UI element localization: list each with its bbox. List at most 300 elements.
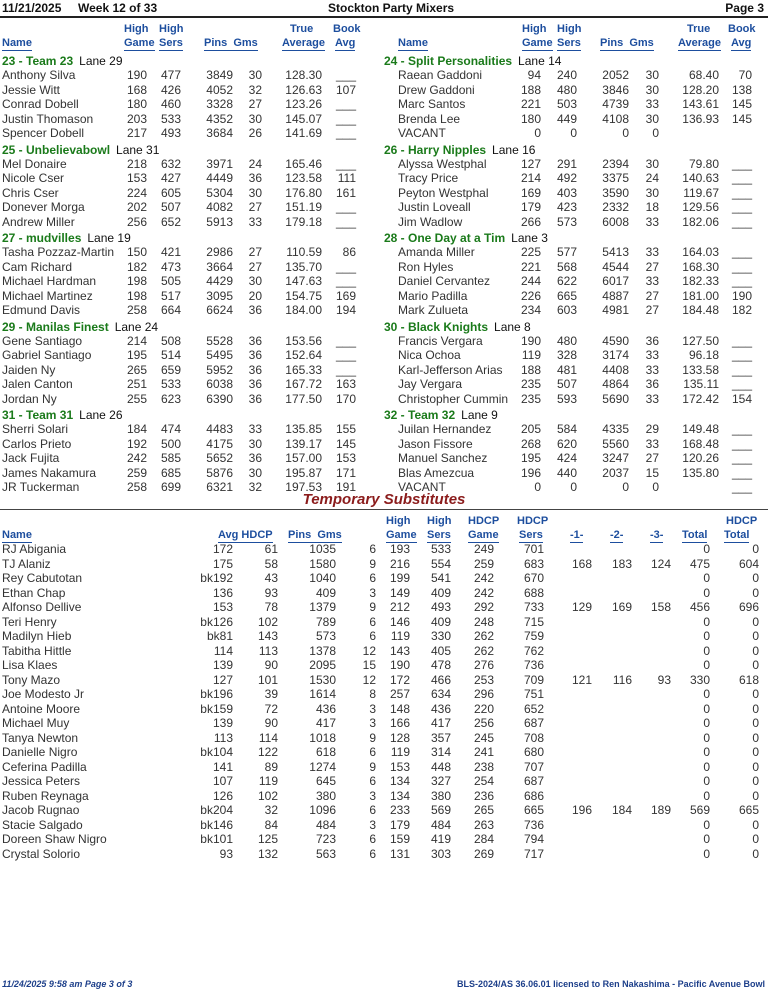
col-high-sers-1: High	[557, 23, 582, 35]
substitute-row	[0, 789, 768, 804]
high-series: 699	[160, 480, 181, 494]
substitute-row	[0, 571, 768, 586]
high-game: 169	[520, 185, 541, 200]
hdcp-total: 696	[738, 600, 759, 614]
high-game: 94	[527, 68, 541, 82]
games: 6	[369, 803, 376, 817]
games: 33	[645, 214, 659, 229]
total: 0	[703, 817, 710, 832]
book-average: 170	[335, 391, 356, 406]
pins: 3095	[206, 288, 233, 303]
player-name: Carlos Prieto	[2, 436, 72, 451]
games: 27	[248, 200, 262, 214]
games: 30	[645, 82, 659, 97]
hdcp-series: 762	[523, 643, 544, 658]
high-series: 423	[556, 200, 577, 214]
high-series: 426	[160, 82, 181, 97]
pins: 4052	[206, 82, 233, 97]
hdcp-total: 0	[752, 643, 759, 658]
true-average: 135.80	[682, 465, 719, 480]
team-lane: Lane 14	[518, 54, 562, 68]
high-series: 409	[430, 614, 451, 629]
sub-name: Tabitha Hittle	[2, 643, 72, 658]
games: 30	[248, 185, 262, 200]
pins: 3849	[206, 68, 233, 82]
handicap: 78	[264, 600, 278, 614]
book-average: ___	[731, 362, 752, 377]
hdcp-game: 276	[473, 658, 494, 672]
substitutes-table	[0, 542, 768, 861]
average: bk159	[200, 701, 233, 716]
book-average: ___	[731, 333, 752, 348]
player-row	[382, 68, 762, 83]
high-series: 478	[430, 658, 451, 672]
games: 36	[645, 333, 659, 348]
player-row	[382, 363, 762, 378]
true-average: 119.67	[683, 185, 719, 200]
high-game: 268	[520, 436, 541, 451]
player-name: Brenda Lee	[398, 111, 461, 126]
hdcp-total: 0	[752, 730, 759, 745]
pins: 5876	[206, 465, 233, 480]
high-game: 195	[520, 451, 541, 465]
high-series: 403	[556, 185, 577, 200]
games: 3	[369, 701, 376, 716]
hdcp-game: 253	[473, 672, 494, 687]
true-average: 165.46	[285, 156, 322, 171]
pins: 3971	[206, 156, 233, 171]
games: 30	[248, 68, 262, 82]
team-header	[0, 229, 380, 245]
team-lane: Lane 8	[494, 319, 531, 334]
games: 6	[369, 571, 376, 585]
high-series: 603	[556, 303, 577, 317]
pins: 4175	[206, 436, 233, 451]
pins: 3684	[206, 126, 233, 140]
true-average: 152.64	[285, 348, 322, 362]
high-series: 507	[556, 377, 577, 391]
pins: 4864	[602, 377, 629, 391]
games: 30	[248, 111, 262, 126]
hdcp-total: 0	[752, 658, 759, 672]
player-name: Mario Padilla	[398, 288, 468, 303]
header-divider	[0, 16, 768, 18]
sub-name: Ethan Chap	[2, 585, 66, 600]
games: 3	[369, 817, 376, 832]
team-title: 32 - Team 32	[384, 408, 456, 422]
substitute-row	[0, 702, 768, 717]
book-average: 155	[335, 422, 356, 436]
pins: 645	[315, 774, 336, 788]
hdcp-game: 242	[473, 585, 494, 600]
high-series: 436	[430, 701, 451, 716]
true-average: 123.58	[285, 171, 322, 185]
total: 456	[689, 600, 710, 614]
book-average: ___	[731, 185, 752, 200]
player-row	[382, 334, 762, 349]
high-series: 634	[430, 687, 451, 701]
true-average: 135.11	[683, 377, 719, 391]
total: 0	[703, 658, 710, 672]
player-name: Donever Morga	[2, 200, 85, 214]
player-name: Jalen Canton	[2, 377, 73, 391]
high-game: 180	[520, 111, 541, 126]
high-game: 251	[126, 377, 147, 391]
games: 6	[369, 614, 376, 629]
hdcp-game: 241	[473, 745, 494, 759]
game-2: 169	[611, 600, 632, 614]
high-game: 224	[126, 185, 147, 200]
player-row	[0, 451, 380, 466]
handicap: 132	[257, 846, 278, 861]
high-series: 514	[160, 348, 181, 362]
pins: 380	[315, 788, 336, 803]
pins: 0	[622, 480, 629, 494]
high-game: 127	[520, 156, 541, 171]
pins: 6390	[206, 391, 233, 406]
pins: 4408	[602, 362, 629, 377]
handicap: 119	[258, 774, 278, 788]
high-series: 303	[430, 846, 451, 861]
book-average: 111	[337, 171, 356, 185]
col-high-game-2: Game	[124, 37, 155, 49]
substitute-row	[0, 629, 768, 644]
sub-name: Michael Muy	[2, 716, 70, 730]
col-true-avg-2: Average	[282, 37, 326, 49]
true-average: 68.40	[688, 68, 719, 82]
high-game: 198	[126, 274, 147, 288]
pins: 1096	[309, 803, 336, 817]
true-average: 133.58	[682, 362, 719, 377]
hdcp-series: 687	[523, 716, 544, 730]
book-average: 190	[731, 288, 752, 303]
high-series: 605	[160, 185, 181, 200]
hdcp-total: 0	[752, 788, 759, 803]
player-row	[382, 289, 762, 304]
true-average: 153.56	[285, 333, 322, 348]
hdcp-game: 220	[473, 701, 494, 716]
pins: 3664	[206, 259, 233, 274]
total: 0	[703, 730, 710, 745]
high-game: 235	[520, 391, 541, 406]
high-series: 573	[556, 214, 577, 229]
true-average: 154.75	[285, 288, 322, 303]
player-name: Gabriel Santiago	[2, 348, 92, 362]
true-average: 139.17	[285, 436, 322, 451]
games: 30	[248, 436, 262, 451]
game-3: 93	[657, 672, 671, 687]
player-name: Raean Gaddoni	[398, 68, 483, 82]
pins: 2037	[602, 465, 629, 480]
total: 330	[689, 672, 710, 687]
col-name: Name	[2, 37, 32, 49]
game-2: 183	[611, 556, 632, 571]
average: 139	[212, 716, 233, 730]
high-game: 235	[520, 377, 541, 391]
high-game: 242	[126, 451, 147, 465]
games: 24	[645, 171, 659, 185]
col-book-avg-2: Avg	[731, 37, 752, 49]
hdcp-game: 262	[473, 629, 494, 643]
sub-name: Stacie Salgado	[2, 817, 83, 832]
high-game: 259	[126, 465, 147, 480]
true-average: 182.33	[682, 274, 719, 288]
high-series: 505	[160, 274, 181, 288]
high-series: 622	[556, 274, 577, 288]
substitute-row	[0, 774, 768, 789]
total: 0	[703, 629, 710, 643]
hdcp-game: 248	[473, 614, 494, 629]
col-high-game-2: Game	[522, 37, 553, 49]
high-game: 182	[126, 259, 147, 274]
true-average: 141.69	[285, 126, 322, 140]
total: 0	[703, 614, 710, 629]
player-row	[0, 112, 380, 127]
high-series: 477	[160, 68, 181, 82]
true-average: 168.30	[682, 259, 719, 274]
team-header	[0, 52, 380, 68]
col-pins-gms: Pins Gms	[600, 37, 654, 49]
high-series: 585	[160, 451, 181, 465]
hdcp-game: 259	[473, 556, 494, 571]
games: 20	[248, 288, 262, 303]
handicap: 122	[257, 745, 278, 759]
pins: 573	[315, 629, 336, 643]
high-series: 484	[430, 817, 451, 832]
games: 33	[645, 274, 659, 288]
player-row	[0, 303, 380, 318]
team-title: 26 - Harry Nipples	[384, 142, 487, 157]
total: 0	[703, 832, 710, 846]
book-average: ___	[335, 259, 356, 274]
games: 6	[369, 774, 376, 788]
games: 36	[248, 451, 262, 465]
games: 30	[645, 68, 659, 82]
player-row	[0, 97, 380, 112]
player-row	[0, 348, 380, 363]
col-high-game-1: High	[522, 23, 547, 35]
true-average: 182.06	[682, 214, 719, 229]
true-average: 129.56	[682, 200, 719, 214]
player-name: Andrew Miller	[2, 214, 75, 229]
handicap: 32	[264, 803, 278, 817]
pins: 5652	[206, 451, 233, 465]
book-average: ___	[731, 259, 752, 274]
high-game: 180	[126, 97, 147, 111]
games: 33	[248, 422, 262, 436]
high-series: 427	[160, 171, 181, 185]
book-average: ___	[731, 200, 752, 214]
pins: 4335	[602, 422, 629, 436]
player-row	[382, 260, 762, 275]
substitute-row	[0, 803, 768, 818]
high-game: 179	[389, 817, 410, 832]
team-header	[0, 406, 380, 422]
high-game: 266	[520, 214, 541, 229]
pins: 417	[315, 716, 336, 730]
total: 0	[703, 585, 710, 600]
pins: 4352	[206, 111, 233, 126]
high-series: 327	[430, 774, 451, 788]
game-2: 116	[612, 672, 632, 687]
player-row	[382, 200, 762, 215]
book-average: ___	[731, 465, 752, 480]
pins: 6624	[206, 303, 233, 317]
team-title: 29 - Manilas Finest	[2, 319, 109, 334]
pins: 4429	[206, 274, 233, 288]
games: 36	[248, 362, 262, 377]
games: 6	[369, 832, 376, 846]
substitute-row	[0, 615, 768, 630]
true-average: 123.26	[285, 97, 322, 111]
hdcp-total: 0	[752, 629, 759, 643]
player-name: Chris Cser	[2, 185, 59, 200]
player-row	[0, 245, 380, 260]
book-average: ___	[335, 362, 356, 377]
average: bk126	[200, 614, 233, 629]
high-game: 148	[389, 701, 410, 716]
high-series: 474	[160, 422, 181, 436]
true-average: 143.61	[682, 97, 719, 111]
average: 139	[212, 658, 233, 672]
player-name: Manuel Sanchez	[398, 451, 488, 465]
player-row	[0, 437, 380, 452]
total: 0	[703, 716, 710, 730]
games: 36	[248, 333, 262, 348]
hdcp-game: 292	[473, 600, 494, 614]
high-series: 664	[160, 303, 181, 317]
handicap: 90	[264, 658, 278, 672]
high-game: 168	[126, 82, 147, 97]
sub-name: RJ Abigania	[2, 542, 67, 556]
book-average: ___	[731, 214, 752, 229]
book-average: ___	[335, 214, 356, 229]
pins: 484	[315, 817, 336, 832]
hdcp-series: 715	[523, 614, 544, 629]
pins: 4590	[602, 333, 629, 348]
subs-col-high-sers-1: High	[427, 515, 452, 527]
player-row	[382, 112, 762, 127]
player-name: Cam Richard	[2, 259, 73, 274]
hdcp-total: 618	[738, 672, 759, 687]
high-game: 119	[521, 348, 541, 362]
high-game: 199	[389, 571, 410, 585]
hdcp-series: 688	[523, 585, 544, 600]
high-series: 405	[430, 643, 451, 658]
hdcp-series: 759	[523, 629, 544, 643]
pins: 5495	[206, 348, 233, 362]
average: bk204	[200, 803, 233, 817]
games: 33	[645, 391, 659, 406]
sub-name: Rey Cabutotan	[2, 571, 83, 585]
sub-name: Madilyn Hieb	[2, 629, 72, 643]
high-game: 128	[389, 730, 410, 745]
games: 30	[645, 111, 659, 126]
high-series: 620	[556, 436, 577, 451]
player-name: Justin Loveall	[398, 200, 471, 214]
league-title: Stockton Party Mixers	[328, 1, 455, 15]
games: 15	[362, 658, 376, 672]
high-series: 593	[556, 391, 577, 406]
hdcp-total: 0	[752, 542, 759, 556]
high-game: 150	[126, 245, 147, 259]
pins: 563	[315, 846, 336, 861]
games: 33	[645, 245, 659, 259]
pins: 618	[315, 745, 336, 759]
high-game: 0	[534, 126, 541, 140]
col-high-game-1: High	[124, 23, 149, 35]
games: 27	[248, 245, 262, 259]
book-average: ___	[731, 156, 752, 171]
player-name: Christopher Cummin	[398, 391, 509, 406]
average: bk104	[200, 745, 233, 759]
handicap: 58	[264, 556, 278, 571]
hdcp-total: 0	[752, 817, 759, 832]
hdcp-series: 794	[523, 832, 544, 846]
player-name: Nicole Cser	[2, 171, 65, 185]
handicap: 113	[258, 643, 278, 658]
true-average: 135.85	[285, 422, 322, 436]
player-name: Jay Vergara	[398, 377, 463, 391]
substitute-row	[0, 716, 768, 731]
pins: 4544	[602, 259, 629, 274]
col-book-avg-1: Book	[333, 23, 361, 35]
player-name: Amanda Miller	[398, 245, 475, 259]
player-row	[0, 289, 380, 304]
games: 29	[645, 422, 659, 436]
team-header	[382, 229, 762, 245]
sub-name: Jacob Rugnao	[2, 803, 80, 817]
player-row	[0, 83, 380, 98]
player-name: Jordan Ny	[2, 391, 57, 406]
high-game: 153	[389, 759, 410, 774]
col-pins-gms: Pins Gms	[204, 37, 258, 49]
team-lane: Lane 9	[461, 408, 498, 422]
games: 36	[248, 303, 262, 317]
pins: 3846	[602, 82, 629, 97]
pins: 6321	[206, 480, 233, 494]
high-series: 417	[430, 716, 451, 730]
high-game: 190	[520, 333, 541, 348]
true-average: 197.53	[285, 480, 322, 494]
high-series: 533	[430, 542, 451, 556]
sub-name: Ruben Reynaga	[2, 788, 89, 803]
handicap: 84	[264, 817, 278, 832]
sub-name: Alfonso Dellive	[2, 600, 82, 614]
games: 9	[369, 600, 376, 614]
subs-col-game-3: -3-	[650, 529, 664, 541]
games: 27	[248, 97, 262, 111]
book-average: 86	[342, 245, 356, 259]
pins: 3375	[602, 171, 629, 185]
true-average: 135.70	[285, 259, 322, 274]
player-row	[382, 451, 762, 466]
pins: 3247	[602, 451, 629, 465]
team-title: 24 - Split Personalities	[384, 54, 513, 68]
high-game: 153	[126, 171, 147, 185]
hdcp-total: 0	[752, 832, 759, 846]
sub-name: Lisa Klaes	[2, 658, 58, 672]
player-row	[382, 437, 762, 452]
substitutes-divider	[0, 509, 768, 510]
handicap: 89	[264, 759, 278, 774]
substitute-row	[0, 832, 768, 847]
player-name: Tracy Price	[398, 171, 459, 185]
hdcp-series: 680	[523, 745, 544, 759]
high-game: 205	[520, 422, 541, 436]
handicap: 39	[264, 687, 278, 701]
subs-col-hdcp-total-2: Total	[724, 529, 750, 541]
